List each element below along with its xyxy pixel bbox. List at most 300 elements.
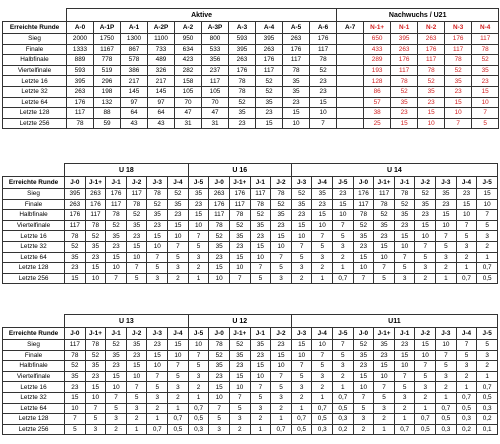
table-cell: 263	[256, 44, 283, 55]
column-header: A-6	[310, 22, 337, 34]
column-header: J-1+	[374, 328, 395, 340]
table-cell: 117	[65, 340, 86, 351]
table-cell: 78	[374, 199, 395, 210]
table-cell: 78	[391, 76, 418, 87]
table-cell: 3	[394, 273, 415, 284]
table-cell: 35	[209, 241, 230, 252]
table-cell: 800	[202, 34, 229, 45]
column-header: N-2	[418, 22, 445, 34]
column-header: J-2	[415, 328, 436, 340]
table-cell: 35	[374, 220, 395, 231]
table-cell: 282	[175, 65, 202, 76]
table-cell: 7	[250, 382, 271, 393]
round-label: Halbfinale	[3, 55, 67, 66]
table-cell: 52	[209, 350, 230, 361]
table-cell: 1	[291, 403, 312, 414]
table-cell: 0,3	[477, 403, 498, 414]
table-cell: 23	[394, 220, 415, 231]
table-cell: 52	[209, 231, 230, 242]
table-cell: 15	[291, 220, 312, 231]
table-cell: 10	[353, 382, 374, 393]
table-cell: 15	[394, 231, 415, 242]
table-cell: 3	[85, 424, 106, 435]
table-cell: 2	[333, 252, 354, 263]
table-cell: 43	[148, 118, 175, 129]
table-cell: 889	[67, 55, 94, 66]
round-header: Erreichte Runde	[3, 328, 65, 340]
table-row	[3, 361, 498, 372]
round-header: Erreichte Runde	[3, 22, 67, 34]
table-cell: 1750	[94, 34, 121, 45]
table-cell	[337, 34, 364, 45]
table-cell: 35	[445, 76, 472, 87]
table-cell: 5	[126, 273, 147, 284]
table-cell: 778	[94, 55, 121, 66]
table-cell: 0,5	[456, 403, 477, 414]
table-cell: 5	[229, 403, 250, 414]
table-cell: 0,7	[477, 263, 498, 274]
table-cell: 10	[445, 108, 472, 119]
table-cell: 237	[202, 65, 229, 76]
table-cell: 519	[94, 65, 121, 76]
column-header: J-2	[415, 177, 436, 189]
table-cell: 10	[436, 220, 457, 231]
column-header: A-2P	[148, 22, 175, 34]
table-cell: 3	[456, 361, 477, 372]
table-cell: 1	[271, 414, 292, 425]
table-row	[3, 392, 498, 403]
table-cell: 15	[271, 350, 292, 361]
table-cell: 395	[391, 34, 418, 45]
round-label: Letzte 16	[3, 76, 67, 87]
table-cell: 117	[209, 210, 230, 221]
table-cell: 0,7	[333, 273, 354, 284]
table-cell: 78	[126, 199, 147, 210]
points-table-u13-u12-u11	[2, 314, 498, 435]
table-cell: 47	[175, 108, 202, 119]
round-label: Letzte 64	[3, 97, 67, 108]
table-cell: 15	[209, 263, 230, 274]
table-cell: 7	[353, 392, 374, 403]
table-cell: 52	[256, 86, 283, 97]
table-cell: 5	[65, 424, 86, 435]
table-cell: 15	[445, 97, 472, 108]
table-cell: 0,7	[456, 273, 477, 284]
table-cell: 117	[445, 44, 472, 55]
table-cell: 1	[312, 392, 333, 403]
table-cell: 52	[353, 220, 374, 231]
table-cell: 5	[456, 350, 477, 361]
table-cell: 2	[168, 273, 189, 284]
table-row	[3, 252, 498, 263]
table-cell: 78	[271, 189, 292, 200]
table-cell: 15	[436, 210, 457, 221]
table-cell: 78	[283, 65, 310, 76]
table-cell: 1	[168, 403, 189, 414]
column-header: N-1	[391, 22, 418, 34]
table-cell: 0,3	[436, 424, 457, 435]
column-header: J-4	[312, 177, 333, 189]
group-header: U 13	[65, 315, 189, 328]
table-cell: 3	[333, 241, 354, 252]
table-cell: 15	[147, 350, 168, 361]
table-cell: 193	[364, 65, 391, 76]
table-cell: 52	[65, 361, 86, 372]
table-cell: 5	[168, 252, 189, 263]
table-cell: 10	[85, 273, 106, 284]
column-header: J-5	[333, 328, 354, 340]
table-cell: 15	[477, 189, 498, 200]
group-header-row	[3, 315, 498, 328]
table-cell: 117	[256, 65, 283, 76]
table-cell: 5	[209, 414, 230, 425]
table-cell: 23	[445, 86, 472, 97]
table-cell: 78	[310, 55, 337, 66]
table-cell: 7	[374, 382, 395, 393]
table-cell: 78	[472, 44, 499, 55]
table-cell: 3	[188, 252, 209, 263]
table-cell: 176	[256, 55, 283, 66]
table-cell: 5	[374, 273, 395, 284]
table-cell: 117	[374, 189, 395, 200]
table-cell: 1	[394, 414, 415, 425]
table-row	[3, 118, 499, 129]
column-header: J-5	[188, 177, 209, 189]
table-cell: 7	[374, 263, 395, 274]
table-cell: 10	[283, 118, 310, 129]
table-cell: 10	[436, 340, 457, 351]
round-label: Letzte 64	[3, 252, 65, 263]
column-header: J-1	[106, 177, 127, 189]
group-header: U 16	[188, 164, 291, 177]
table-cell: 0,7	[333, 392, 354, 403]
table-cell: 35	[65, 371, 86, 382]
table-cell: 3	[436, 252, 457, 263]
table-cell: 52	[85, 350, 106, 361]
table-cell: 52	[106, 340, 127, 351]
table-cell: 7	[168, 361, 189, 372]
table-cell: 128	[364, 76, 391, 87]
table-cell: 10	[250, 252, 271, 263]
table-cell: 35	[283, 86, 310, 97]
table-cell: 395	[256, 34, 283, 45]
table-cell: 31	[202, 118, 229, 129]
table-cell: 117	[418, 55, 445, 66]
table-cell: 3	[188, 371, 209, 382]
table-cell: 5	[188, 241, 209, 252]
table-cell: 1	[436, 392, 457, 403]
column-header: J-0	[209, 177, 230, 189]
group-header-row	[3, 164, 498, 177]
table-cell: 3	[374, 403, 395, 414]
table-cell: 35	[85, 241, 106, 252]
table-cell: 78	[106, 210, 127, 221]
group-header: U 12	[188, 315, 291, 328]
table-cell: 176	[445, 34, 472, 45]
table-cell: 117	[310, 44, 337, 55]
column-header: J-0	[353, 177, 374, 189]
table-cell: 0,5	[312, 414, 333, 425]
table-cell: 217	[121, 76, 148, 87]
table-cell: 5	[436, 361, 457, 372]
table-cell: 15	[291, 340, 312, 351]
table-cell: 5	[436, 241, 457, 252]
table-cell: 35	[106, 350, 127, 361]
table-cell: 634	[175, 44, 202, 55]
column-header: J-1+	[85, 328, 106, 340]
table-cell: 23	[126, 350, 147, 361]
table-cell: 35	[188, 189, 209, 200]
table-cell: 5	[312, 361, 333, 372]
table-cell: 7	[188, 231, 209, 242]
column-header: J-1+	[229, 328, 250, 340]
column-header: J-2	[271, 177, 292, 189]
table-cell: 2	[333, 371, 354, 382]
table-row	[3, 97, 499, 108]
table-cell: 57	[364, 97, 391, 108]
table-cell: 5	[85, 414, 106, 425]
table-cell: 117	[65, 220, 86, 231]
table-cell: 23	[391, 108, 418, 119]
column-header: J-5	[477, 177, 498, 189]
table-cell: 10	[456, 210, 477, 221]
table-row	[3, 424, 498, 435]
table-cell: 15	[168, 340, 189, 351]
table-cell: 23	[85, 371, 106, 382]
table-cell: 3	[333, 361, 354, 372]
table-cell: 0,5	[415, 424, 436, 435]
table-cell: 7	[147, 371, 168, 382]
table-cell: 5	[126, 392, 147, 403]
table-cell: 2	[374, 414, 395, 425]
table-cell: 7	[229, 392, 250, 403]
table-cell: 35	[283, 76, 310, 87]
table-cell: 7	[106, 273, 127, 284]
table-cell: 1	[312, 273, 333, 284]
table-cell: 23	[374, 231, 395, 242]
table-cell: 0,3	[456, 414, 477, 425]
table-cell: 1	[333, 382, 354, 393]
table-cell: 5	[394, 382, 415, 393]
table-cell: 35	[271, 210, 292, 221]
table-cell: 23	[85, 252, 106, 263]
table-cell: 423	[175, 55, 202, 66]
table-cell: 35	[256, 97, 283, 108]
table-cell: 3	[271, 273, 292, 284]
table-cell	[337, 55, 364, 66]
table-cell: 23	[353, 361, 374, 372]
table-cell: 5	[472, 118, 499, 129]
table-cell: 23	[271, 220, 292, 231]
table-cell: 0,7	[271, 424, 292, 435]
table-cell: 78	[85, 220, 106, 231]
table-cell: 0,7	[477, 382, 498, 393]
round-label: Letzte 256	[3, 118, 67, 129]
table-cell: 176	[229, 65, 256, 76]
group-header-spacer	[3, 315, 65, 328]
table-cell: 35	[147, 210, 168, 221]
table-cell: 15	[374, 361, 395, 372]
table-cell: 15	[126, 241, 147, 252]
table-cell: 15	[106, 252, 127, 263]
table-cell: 3	[477, 350, 498, 361]
table-cell: 0,7	[147, 424, 168, 435]
table-cell: 7	[126, 382, 147, 393]
table-cell: 52	[85, 231, 106, 242]
table-cell: 3	[168, 263, 189, 274]
table-row	[3, 350, 498, 361]
table-cell: 10	[188, 340, 209, 351]
table-cell: 15	[65, 273, 86, 284]
table-cell: 64	[121, 108, 148, 119]
table-cell: 263	[229, 55, 256, 66]
table-cell: 867	[121, 44, 148, 55]
table-cell: 1167	[94, 44, 121, 55]
table-cell: 52	[229, 97, 256, 108]
table-cell: 15	[209, 382, 230, 393]
table-cell: 7	[126, 263, 147, 274]
table-cell: 1300	[121, 34, 148, 45]
table-cell: 23	[394, 340, 415, 351]
table-cell: 52	[256, 76, 283, 87]
table-row	[3, 273, 498, 284]
column-header: A-7	[337, 22, 364, 34]
table-cell: 23	[283, 97, 310, 108]
table-row	[3, 382, 498, 393]
table-cell: 3	[271, 392, 292, 403]
table-cell: 5	[477, 340, 498, 351]
table-cell: 35	[391, 97, 418, 108]
table-cell: 0,2	[456, 424, 477, 435]
table-cell: 0,7	[188, 403, 209, 414]
column-header: A-1	[121, 22, 148, 34]
table-cell: 47	[202, 108, 229, 119]
table-cell: 35	[472, 65, 499, 76]
table-cell: 15	[353, 252, 374, 263]
table-cell: 52	[65, 241, 86, 252]
table-row	[3, 76, 499, 87]
table-cell: 7	[436, 350, 457, 361]
table-cell: 10	[394, 361, 415, 372]
table-cell	[337, 44, 364, 55]
table-cell: 52	[229, 220, 250, 231]
table-cell: 10	[353, 263, 374, 274]
table-cell: 15	[283, 108, 310, 119]
table-cell: 395	[67, 76, 94, 87]
table-cell: 5	[415, 252, 436, 263]
table-cell: 78	[229, 76, 256, 87]
table-cell: 3	[353, 414, 374, 425]
table-cell: 5	[415, 371, 436, 382]
table-cell: 176	[67, 97, 94, 108]
table-cell: 23	[147, 220, 168, 231]
table-cell: 593	[67, 65, 94, 76]
table-cell: 78	[65, 350, 86, 361]
table-cell: 35	[394, 210, 415, 221]
round-label: Letzte 128	[3, 414, 65, 425]
group-header-row	[3, 9, 499, 22]
table-cell: 3	[147, 273, 168, 284]
table-cell: 23	[256, 108, 283, 119]
round-label: Viertelfinale	[3, 371, 65, 382]
table-cell: 5	[250, 392, 271, 403]
table-cell: 88	[94, 108, 121, 119]
table-cell: 35	[126, 340, 147, 351]
table-cell: 10	[209, 273, 230, 284]
column-header: J-4	[456, 328, 477, 340]
table-cell: 7	[353, 273, 374, 284]
table-cell: 78	[394, 189, 415, 200]
group-header-spacer	[3, 164, 65, 177]
round-label: Sieg	[3, 340, 65, 351]
table-cell: 7	[168, 241, 189, 252]
column-header: J-1	[250, 328, 271, 340]
table-cell: 23	[353, 241, 374, 252]
round-label: Sieg	[3, 189, 65, 200]
table-row	[3, 108, 499, 119]
table-cell: 176	[209, 199, 230, 210]
table-cell: 433	[364, 44, 391, 55]
table-row	[3, 263, 498, 274]
round-label: Viertelfinale	[3, 65, 67, 76]
table-cell: 395	[65, 189, 86, 200]
table-cell: 78	[418, 65, 445, 76]
table-cell: 15	[229, 371, 250, 382]
table-cell: 2	[477, 361, 498, 372]
table-cell: 7	[394, 371, 415, 382]
table-cell	[337, 65, 364, 76]
round-label: Viertelfinale	[3, 220, 65, 231]
table-cell: 5	[456, 231, 477, 242]
column-header: J-0	[353, 328, 374, 340]
round-label: Letzte 128	[3, 263, 65, 274]
table-cell: 15	[250, 361, 271, 372]
table-row	[3, 241, 498, 252]
table-cell: 23	[209, 252, 230, 263]
table-cell: 0,5	[477, 392, 498, 403]
table-cell: 117	[67, 108, 94, 119]
table-cell: 35	[353, 231, 374, 242]
table-cell: 15	[310, 97, 337, 108]
table-cell: 23	[106, 241, 127, 252]
table-cell: 1	[456, 382, 477, 393]
table-cell: 10	[106, 382, 127, 393]
table-cell: 5	[106, 403, 127, 414]
table-cell: 0,3	[333, 414, 354, 425]
table-cell: 35	[168, 199, 189, 210]
table-cell: 733	[148, 44, 175, 55]
table-cell: 15	[418, 108, 445, 119]
table-cell: 0,7	[168, 414, 189, 425]
table-cell: 78	[85, 340, 106, 351]
table-cell: 578	[121, 55, 148, 66]
table-cell: 23	[312, 199, 333, 210]
column-header: J-3	[436, 177, 457, 189]
table-cell: 105	[175, 86, 202, 97]
round-label: Letzte 32	[3, 241, 65, 252]
table-cell: 35	[291, 199, 312, 210]
table-cell: 2	[312, 263, 333, 274]
table-cell: 10	[271, 241, 292, 252]
table-row	[3, 403, 498, 414]
table-cell: 52	[394, 199, 415, 210]
table-cell: 5	[312, 241, 333, 252]
table-cell: 52	[229, 340, 250, 351]
table-cell: 10	[291, 231, 312, 242]
table-cell: 31	[175, 118, 202, 129]
table-cell: 3	[477, 231, 498, 242]
table-cell: 489	[148, 55, 175, 66]
